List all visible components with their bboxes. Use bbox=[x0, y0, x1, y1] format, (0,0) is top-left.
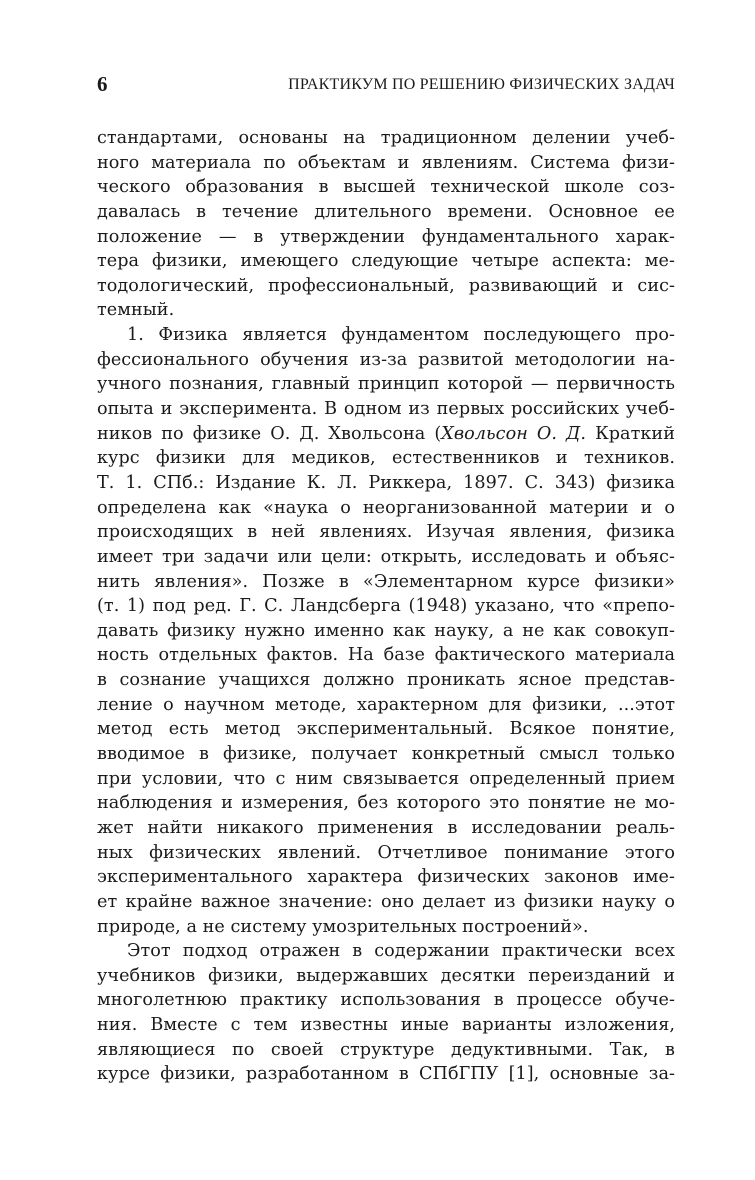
text-line: ного материала по объектам и явлениям. Система физи- bbox=[97, 152, 675, 173]
text-line: учебников физики, выдержавших десятки переизданий и bbox=[97, 965, 675, 986]
text-line: давалась в течение длительного времени. Основное ее bbox=[97, 201, 675, 222]
page-header bbox=[97, 72, 675, 96]
text-line: происходящих в ней явлениях. Изучая явления, физика bbox=[97, 522, 675, 543]
text-line: курсе физики, разработанном в СПбГПУ [1], основные за- bbox=[97, 1064, 675, 1085]
text-line: учного познания, главный принцип которой — первичность bbox=[97, 374, 675, 395]
text-line: положение — в утверждении фундаментального харак- bbox=[97, 226, 675, 247]
text-line: экспериментального характера физических законов име- bbox=[97, 867, 675, 888]
text-line: темный. bbox=[97, 300, 175, 321]
text-line: ление о научном методе, характерном для физики, ...этот bbox=[97, 694, 675, 715]
text-line: при условии, что с ним связывается определенный прием bbox=[97, 768, 675, 789]
text-line: ния. Вместе с тем известны иные варианты изложения, bbox=[97, 1015, 675, 1036]
text-line: имеет три задачи или цели: открыть, исследовать и объяс- bbox=[97, 546, 675, 567]
text-line: курс физики для медиков, естественников и техников. bbox=[97, 448, 675, 469]
text-line: тодологический, профессиональный, развивающий и сис- bbox=[97, 275, 675, 296]
text-fragment: Краткий bbox=[586, 423, 675, 444]
text-line: стандартами, основаны на традиционном делении учеб- bbox=[97, 128, 675, 148]
text-line: в сознание учащихся должно проникать ясное представ- bbox=[97, 670, 675, 691]
text-line: (т. 1) под ред. Г. С. Ландсберга (1948) указано, что «препо- bbox=[97, 596, 675, 617]
text-line: опыта и эксперимента. В одном из первых российских учеб- bbox=[97, 399, 675, 420]
page-number: 6 bbox=[97, 72, 108, 96]
text-line: тера физики, имеющего следующие четыре аспекта: ме- bbox=[97, 251, 675, 272]
italic-citation: Хвольсон О. Д. bbox=[441, 423, 587, 444]
text-line: природе, а не систему умозрительных построений». bbox=[97, 916, 589, 937]
text-line: многолетнюю практику использования в процессе обуче- bbox=[97, 990, 675, 1011]
text-line: определена как «наука о неорганизованной материи и о bbox=[97, 497, 675, 518]
text-fragment: ников по физике О. Д. Хвольсона ( bbox=[97, 423, 442, 444]
text-line: ет крайне важное значение: оно делает из физики науку о bbox=[97, 891, 675, 912]
text-line: нить явления». Позже в «Элементарном курсе физики» bbox=[97, 571, 675, 592]
text-line: 1. Физика является фундаментом последующего про- bbox=[127, 325, 675, 346]
body-text bbox=[97, 126, 675, 1087]
text-line: жет найти никакого применения в исследовании реаль- bbox=[97, 817, 675, 838]
text-line: метод есть метод экспериментальный. Всякое понятие, bbox=[97, 719, 675, 740]
text-line: ческого образования в высшей технической школе соз- bbox=[97, 177, 675, 198]
text-line bbox=[97, 422, 675, 447]
text-line: Т. 1. СПб.: Издание К. Л. Риккера, 1897. С. 343) физика bbox=[97, 472, 675, 493]
text-line: вводимое в физике, получает конкретный смысл только bbox=[97, 744, 675, 765]
running-title: ПРАКТИКУМ ПО РЕШЕНИЮ ФИЗИЧЕСКИХ ЗАДАЧ bbox=[288, 76, 675, 93]
text-line: Этот подход отражен в содержании практически всех bbox=[127, 941, 675, 962]
text-line: ность отдельных фактов. На базе фактического материала bbox=[97, 645, 675, 666]
text-line: наблюдения и измерения, без которого это понятие не мо- bbox=[97, 793, 675, 814]
text-line: являющиеся по своей структуре дедуктивными. Так, в bbox=[97, 1039, 675, 1060]
text-line: фессионального обучения из-за развитой методологии на- bbox=[97, 349, 675, 370]
text-line: ных физических явлений. Отчетливое понимание этого bbox=[97, 842, 675, 863]
text-line: давать физику нужно именно как науку, а не как совокуп- bbox=[97, 620, 675, 641]
